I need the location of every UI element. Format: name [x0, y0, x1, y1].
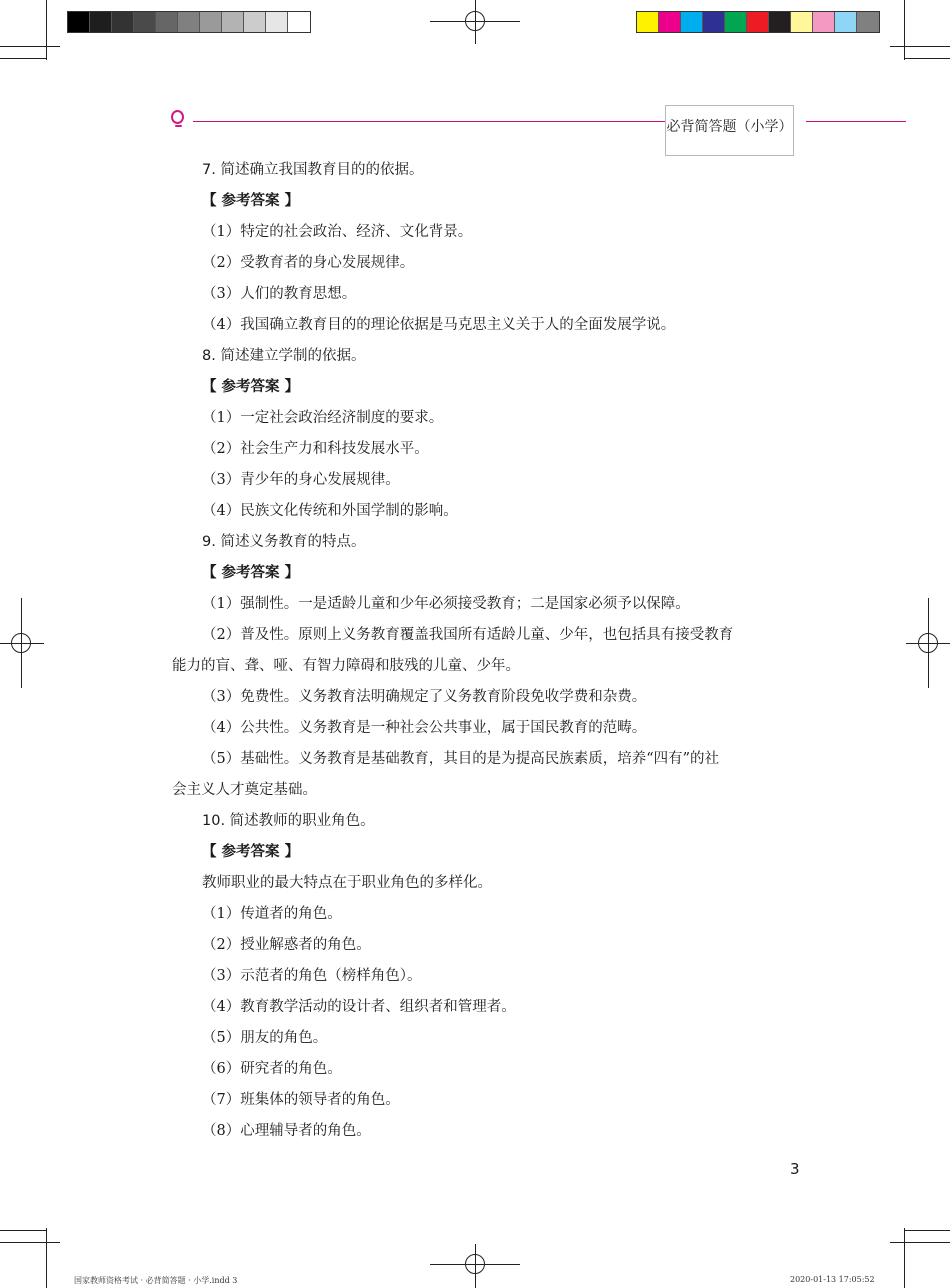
gray-swatch: [112, 12, 134, 32]
answer-item: （4）我国确立教育目的的理论依据是马克思主义关于人的全面发展学说。: [202, 317, 676, 333]
crop-mark: [0, 1242, 60, 1243]
question-heading: 8. 简述建立学制的依据。: [202, 348, 366, 364]
registration-target-icon: [465, 11, 485, 31]
footer-file-name: 国家教师资格考试 · 必背简答题 · 小学.indd 3: [74, 1276, 238, 1285]
gray-swatch: [244, 12, 266, 32]
answer-item: （4）民族文化传统和外国学制的影响。: [202, 503, 458, 519]
crop-mark: [904, 0, 905, 60]
page-number: 3: [790, 1160, 800, 1178]
answer-item: （7）班集体的领导者的角色。: [202, 1092, 400, 1108]
answer-item: （4）公共性。义务教育是一种社会公共事业，属于国民教育的范畴。: [202, 720, 647, 736]
process-swatch: [637, 12, 659, 32]
registration-target-icon: [11, 633, 31, 653]
crop-mark: [0, 1230, 46, 1231]
process-swatch: [857, 12, 879, 32]
answer-item: （1）特定的社会政治、经济、文化背景。: [202, 224, 473, 240]
crop-mark: [46, 0, 47, 60]
answer-item: （3）人们的教育思想。: [202, 286, 357, 302]
answer-item: （1）强制性。一是适龄儿童和少年必须接受教育；二是国家必须予以保障。: [202, 596, 690, 612]
answer-item: 教师职业的最大特点在于职业角色的多样化。: [202, 875, 492, 891]
gray-swatch: [68, 12, 90, 32]
answer-item: （5）朋友的角色。: [202, 1030, 328, 1046]
running-header-title: 必背简答题（小学）: [665, 105, 794, 156]
answer-item: （1）一定社会政治经济制度的要求。: [202, 410, 444, 426]
header-rule: [806, 121, 906, 122]
gray-swatch: [266, 12, 288, 32]
gray-swatch: [134, 12, 156, 32]
answer-label: 【 参考答案 】: [202, 379, 300, 395]
crop-mark: [904, 1230, 950, 1231]
registration-target-icon: [918, 633, 938, 653]
answer-item: （2）社会生产力和科技发展水平。: [202, 441, 429, 457]
answer-item: （2）受教育者的身心发展规律。: [202, 255, 415, 271]
answer-item: （1）传道者的角色。: [202, 906, 342, 922]
answer-item: （3）免费性。义务教育法明确规定了义务教育阶段免收学费和杂费。: [202, 689, 647, 705]
answer-item: （6）研究者的角色。: [202, 1061, 342, 1077]
answer-item: （5）基础性。义务教育是基础教育，其目的是为提高民族素质，培养“四有”的社: [202, 751, 720, 767]
answer-label: 【 参考答案 】: [202, 565, 300, 581]
process-swatch: [703, 12, 725, 32]
crop-mark: [904, 1228, 905, 1288]
process-swatch: [747, 12, 769, 32]
answer-label: 【 参考答案 】: [202, 193, 300, 209]
section-marker-icon: [171, 110, 184, 124]
answer-text-continuation: 会主义人才奠定基础。: [172, 782, 317, 798]
answer-item: （2）授业解惑者的角色。: [202, 937, 371, 953]
registration-target-icon: [465, 1254, 485, 1274]
grayscale-color-bar: [67, 11, 311, 33]
crop-mark: [0, 58, 46, 59]
process-swatch: [813, 12, 835, 32]
gray-swatch: [222, 12, 244, 32]
question-heading: 9. 简述义务教育的特点。: [202, 534, 366, 550]
crop-mark: [890, 46, 950, 47]
gray-swatch: [288, 12, 310, 32]
answer-item: （3）示范者的角色（榜样角色）。: [202, 968, 422, 984]
crop-mark: [904, 58, 950, 59]
crop-mark: [0, 46, 60, 47]
question-heading: 10. 简述教师的职业角色。: [202, 813, 375, 829]
process-swatch: [681, 12, 703, 32]
answer-item: （4）教育教学活动的设计者、组织者和管理者。: [202, 999, 516, 1015]
answer-text-continuation: 能力的盲、聋、哑、有智力障碍和肢残的儿童、少年。: [172, 658, 520, 674]
process-swatch: [659, 12, 681, 32]
question-heading: 7. 简述确立我国教育目的的依据。: [202, 162, 424, 178]
crop-mark: [890, 1242, 950, 1243]
gray-swatch: [200, 12, 222, 32]
header-rule: [193, 121, 665, 122]
process-swatch: [835, 12, 857, 32]
answer-item: （8）心理辅导者的角色。: [202, 1123, 371, 1139]
answer-label: 【 参考答案 】: [202, 844, 300, 860]
process-swatch: [791, 12, 813, 32]
crop-mark: [46, 1228, 47, 1288]
gray-swatch: [156, 12, 178, 32]
process-swatch: [725, 12, 747, 32]
process-color-bar: [636, 11, 880, 33]
gray-swatch: [90, 12, 112, 32]
answer-item: （2）普及性。原则上义务教育覆盖我国所有适龄儿童、少年，也包括具有接受教育: [202, 627, 734, 643]
answer-item: （3）青少年的身心发展规律。: [202, 472, 400, 488]
process-swatch: [769, 12, 791, 32]
footer-timestamp: 2020-01-13 17:05:52: [790, 1275, 875, 1284]
gray-swatch: [178, 12, 200, 32]
